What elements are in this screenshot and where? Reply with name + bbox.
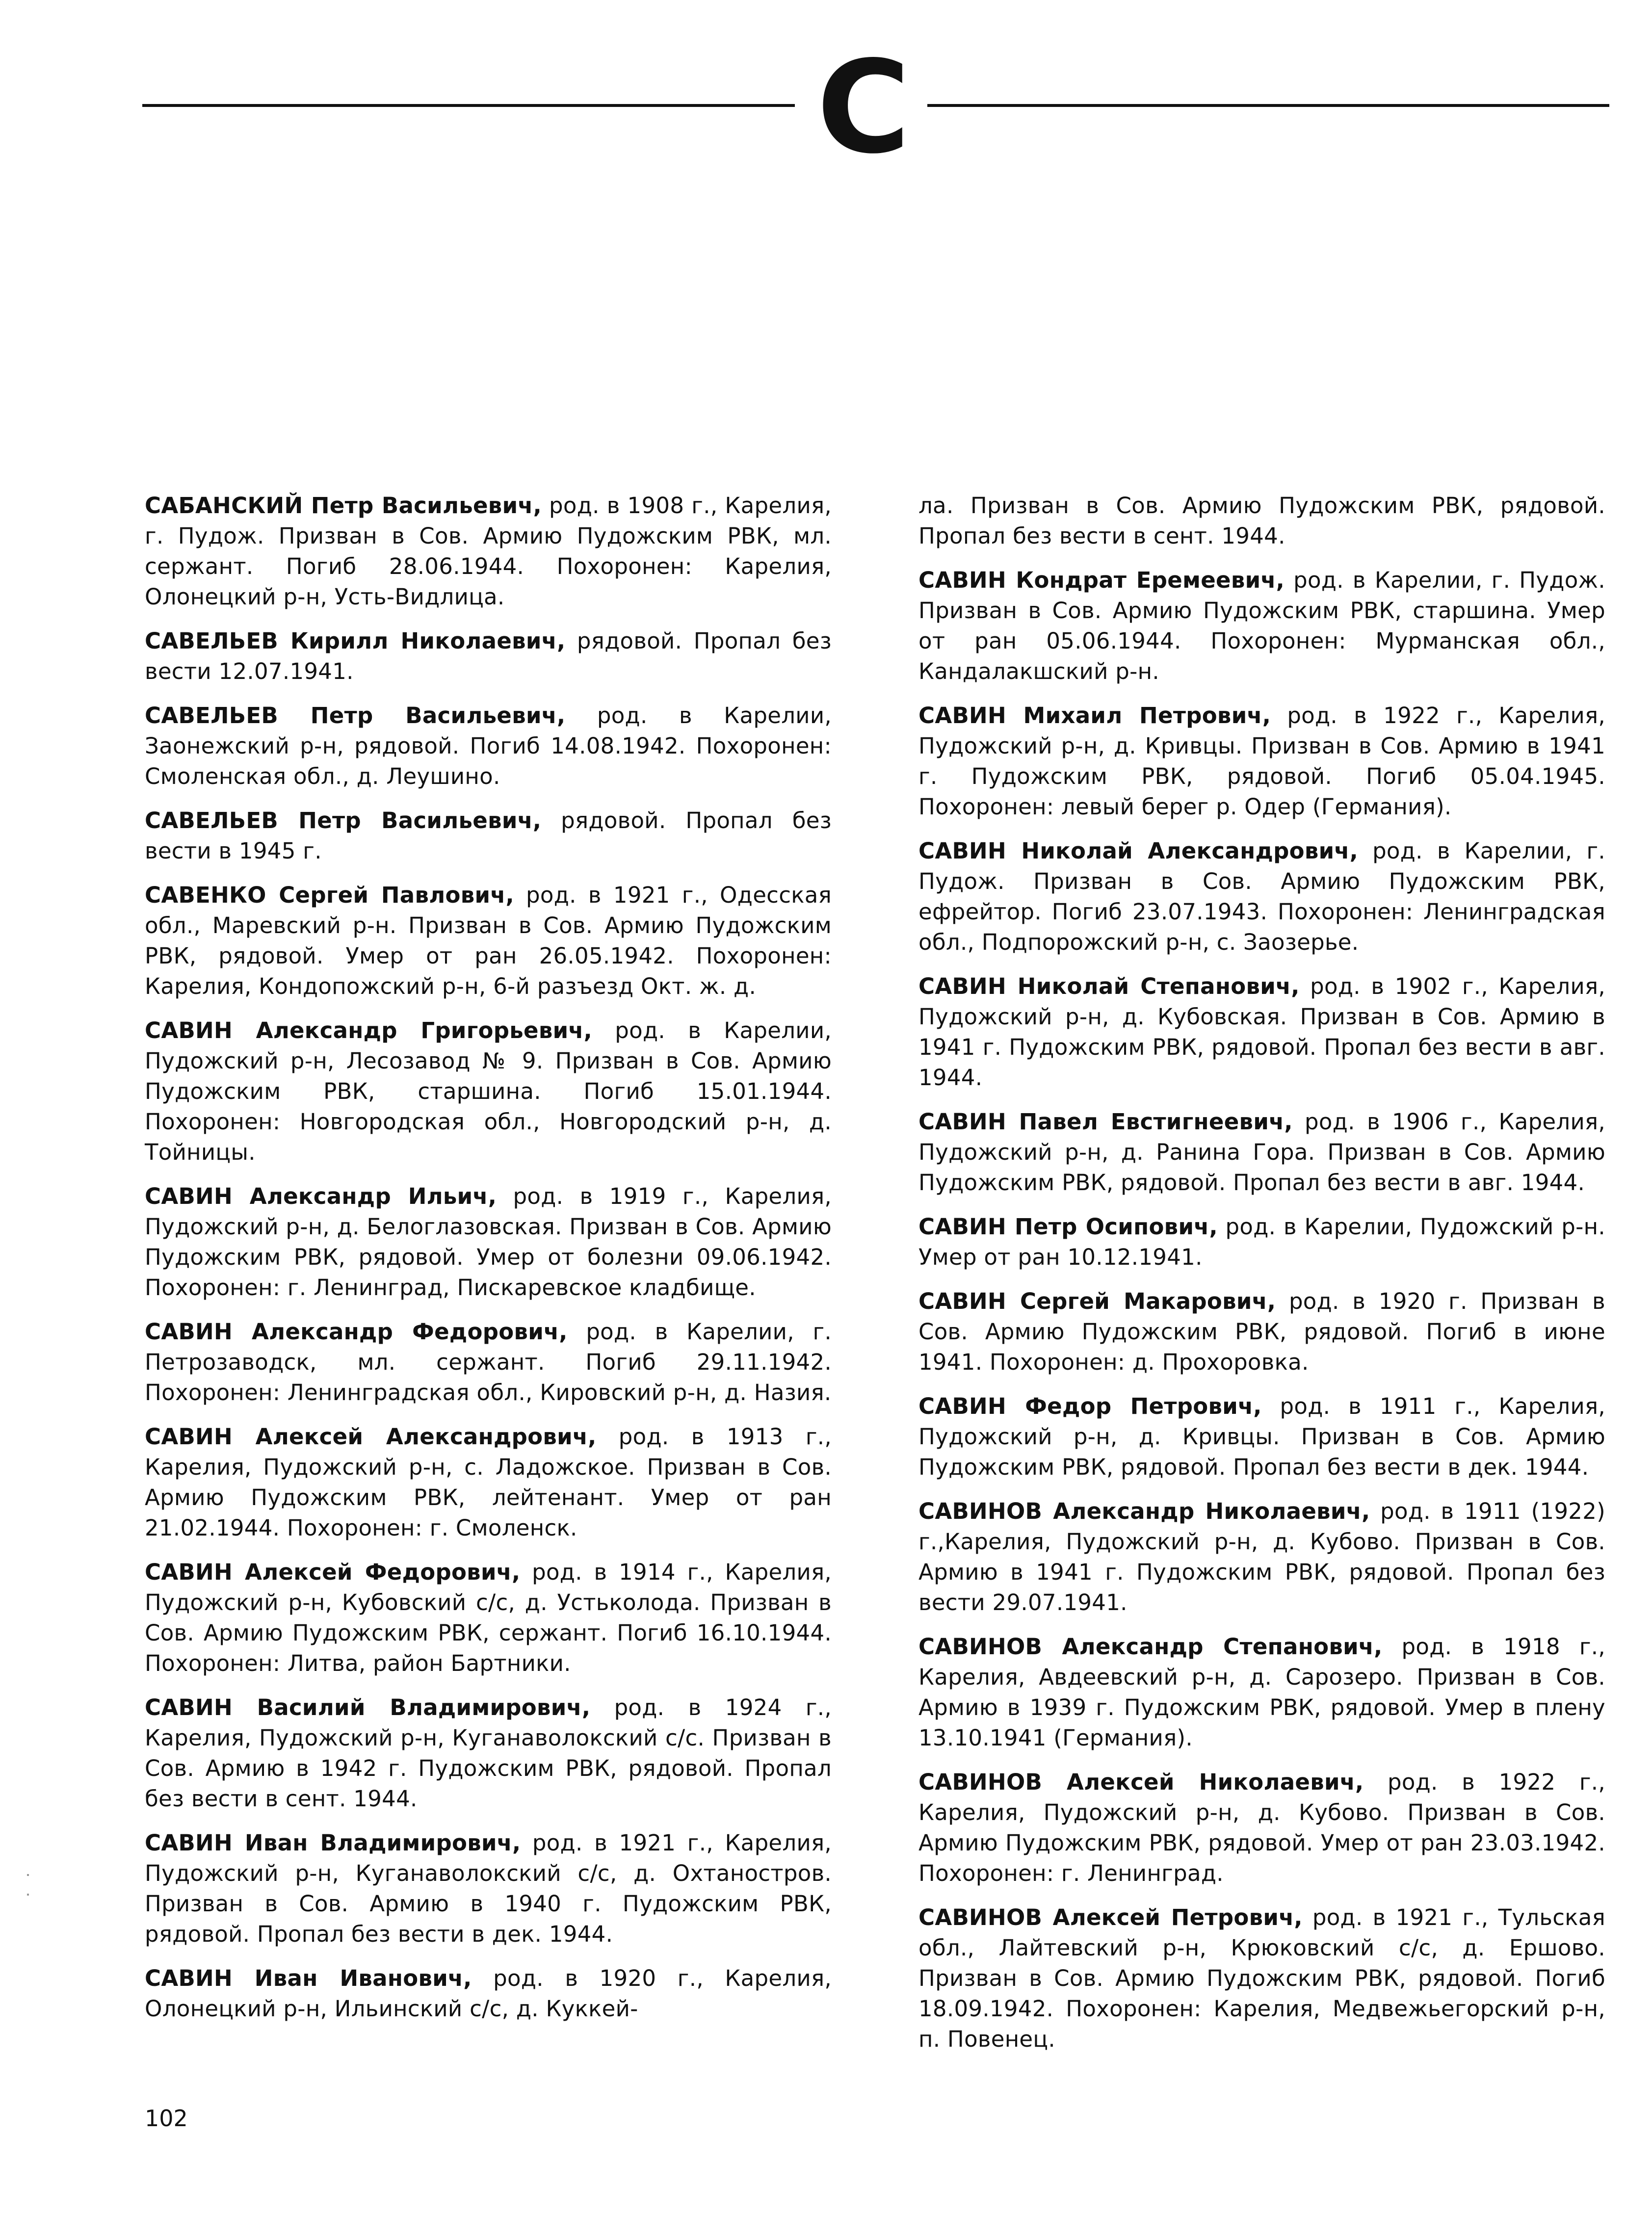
entry-continuation: ла. Призван в Сов. Армию Пудожским РВК, рядовой. Пропал без вести в сент. 1944. — [918, 493, 1605, 549]
section-letter: С — [816, 34, 911, 182]
entry-text: род. в Карелии, Заонежский р-н, рядовой. Погиб 14.08.1942. Похоронен: Смоленская обл., д. Леушино. — [145, 703, 832, 789]
entry-text: род. в 1920 г., Карелия, Олонецкий р-н, Ильинский с/с, д. Куккей- — [145, 1965, 832, 2022]
entry — [145, 491, 832, 612]
entry-text: род. в 1921 г., Тульская обл., Лайтевский р-н, Крюковский с/с, д. Ершово. Призван в Сов. Армию Пудожским РВК, рядовой. Погиб 18.09.1942. Похоронен: Карелия, Медвежьегорский р-н, п. Повенец. — [918, 1904, 1605, 2052]
entry-name: САВИН Василий Владимирович, — [145, 1694, 591, 1720]
entry — [918, 701, 1605, 822]
entry — [145, 1963, 832, 2024]
entry-name: САВИН Сергей Макарович, — [918, 1288, 1276, 1314]
entry-name: САВИН Алексей Федорович, — [145, 1559, 521, 1585]
entry — [145, 880, 832, 1002]
entry-name: САВИН Петр Осипович, — [918, 1214, 1218, 1240]
margin-mark — [27, 1894, 29, 1896]
entry-text: род. в 1920 г. Призван в Сов. Армию Пудожским РВК, рядовой. Погиб в июне 1941. Похоронен: д. Прохоровка. — [918, 1288, 1605, 1375]
entry-text: род. в 1921 г., Карелия, Пудожский р-н, Куганаволокский с/с, д. Охтаностров. Призван в Сов. Армию в 1940 г. Пудожским РВК, рядовой. Пропал без вести в дек. 1944. — [145, 1830, 832, 1947]
entry — [918, 1286, 1605, 1378]
entry-name: САВЕЛЬЕВ Кирилл Николаевич, — [145, 628, 566, 654]
entry-text: рядовой. Пропал без вести в 1945 г. — [145, 807, 832, 864]
entry — [145, 1317, 832, 1408]
entry — [918, 1107, 1605, 1198]
entry-text: род. в 1911 (1922) г.,Карелия, Пудожский р-н, д. Кубово. Призван в Сов. Армию в 1941 г. Пудожским РВК, рядовой. Пропал без вести 29.07.1941. — [918, 1498, 1605, 1615]
entry — [145, 1015, 832, 1168]
entry-name: САВИН Николай Александрович, — [918, 838, 1359, 864]
entry-name: САВИНОВ Александр Степанович, — [918, 1634, 1383, 1660]
entry — [145, 1692, 832, 1814]
entry-name: САБАНСКИЙ Петр Васильевич, — [145, 493, 542, 519]
entry — [918, 1767, 1605, 1889]
entry-text: род. в Карелии, Пудожский р-н. Умер от ран 10.12.1941. — [918, 1214, 1606, 1270]
entry — [918, 1632, 1605, 1753]
entry-text: род. в 1924 г., Карелия, Пудожский р-н, Куганаволокский с/с. Призван в Сов. Армию в 1942 г. Пудожским РВК, рядовой. Пропал без вести в сент. 1944. — [145, 1694, 832, 1812]
entry-text: род. в 1911 г., Карелия, Пудожский р-н, д. Кривцы. Призван в Сов. Армию Пудожским РВК, рядовой. Пропал без вести в дек. 1944. — [918, 1393, 1606, 1480]
entry — [145, 701, 832, 792]
entry-name: САВИН Иван Владимирович, — [145, 1830, 521, 1856]
left-column — [145, 491, 832, 2038]
entry — [145, 1828, 832, 1950]
entry-text: род. в Карелии, г. Пудож. Призван в Сов. Армию Пудожским РВК, старшина. Умер от ран 05.06.1944. Похоронен: Мурманская обл., Кандалакшский р-н. — [918, 567, 1606, 684]
entry-name: САВЕЛЬЕВ Петр Васильевич, — [145, 807, 542, 833]
entry — [918, 1902, 1605, 2055]
right-column — [918, 491, 1605, 2068]
entry-text: род. в 1921 г., Одесская обл., Маревский р-н. Призван в Сов. Армию Пудожским РВК, рядовой. Умер от ран 26.05.1942. Похоронен: Карелия, Кондопожский р-н, 6-й разъезд Окт. ж. д. — [145, 882, 832, 999]
entry-text: род. в 1919 г., Карелия, Пудожский р-н, д. Белоглазовская. Призван в Сов. Армию Пудожским РВК, рядовой. Умер от болезни 09.06.1942. Похоронен: г. Ленинград, Пискаревское кладбище. — [145, 1183, 832, 1301]
entry — [145, 1181, 832, 1303]
entry-name: САВИНОВ Алексей Николаевич, — [918, 1769, 1364, 1795]
entry-name: САВИН Александр Ильич, — [145, 1183, 497, 1209]
entry-text: род. в 1902 г., Карелия, Пудожский р-н, д. Кубовская. Призван в Сов. Армию в 1941 г. Пудожским РВК, рядовой. Пропал без вести в авг. 1944. — [918, 973, 1606, 1091]
entry-text: род. в 1913 г., Карелия, Пудожский р-н, с. Ладожское. Призван в Сов. Армию Пудожским РВК, лейтенант. Умер от ран 21.02.1944. Похоронен: г. Смоленск. — [145, 1424, 832, 1541]
entry-text: род. в 1908 г., Карелия, г. Пудож. Призван в Сов. Армию Пудожским РВК, мл. сержант. Погиб 28.06.1944. Похоронен: Карелия, Олонецкий р-н, Усть-Видлица. — [145, 493, 832, 610]
entry-text: рядовой. Пропал без вести 12.07.1941. — [145, 628, 832, 684]
entry-text: род. в 1922 г., Карелия, Пудожский р-н, д. Кривцы. Призван в Сов. Армию в 1941 г. Пудожским РВК, рядовой. Погиб 05.04.1945. Похоронен: левый берег р. Одер (Германия). — [918, 703, 1605, 820]
entry — [918, 565, 1605, 687]
entry — [918, 971, 1605, 1093]
page-number: 102 — [145, 2105, 188, 2132]
entry — [918, 836, 1605, 958]
entry-text: род. в 1922 г., Карелия, Пудожский р-н, д. Кубово. Призван в Сов. Армию Пудожским РВК, рядовой. Умер от ран 23.03.1942. Похоронен: г. Ленинград. — [918, 1769, 1605, 1886]
entry-text: род. в 1914 г., Карелия, Пудожский р-н, Кубовский с/с, д. Устьколода. Призван в Сов. Армию Пудожским РВК, сержант. Погиб 16.10.1944. Похоронен: Литва, район Бартники. — [145, 1559, 832, 1676]
entry-name: САВЕЛЬЕВ Петр Васильевич, — [145, 703, 566, 729]
entry-name: САВИНОВ Алексей Петрович, — [918, 1904, 1303, 1930]
entry-name: САВИН Алексей Александрович, — [145, 1424, 597, 1450]
entry — [145, 806, 832, 866]
entry — [145, 1557, 832, 1679]
entry — [918, 1496, 1605, 1618]
entry — [145, 626, 832, 687]
entry-text: род. в Карелии, г. Петрозаводск, мл. сержант. Погиб 29.11.1942. Похоронен: Ленинградская обл., Кировский р-н, д. Назия. — [145, 1319, 832, 1406]
entry-name: САВИН Александр Федорович, — [145, 1319, 568, 1345]
entry-text: род. в Карелии, Пудожский р-н, Лесозавод № 9. Призван в Сов. Армию Пудожским РВК, старшина. Погиб 15.01.1944. Похоронен: Новгородская обл., Новгородский р-н, д. Тойницы. — [145, 1017, 832, 1165]
entry — [918, 1212, 1605, 1273]
header-rule-right — [927, 104, 1609, 107]
section-header — [142, 34, 1609, 182]
entry-name: САВЕНКО Сергей Павлович, — [145, 882, 514, 908]
entry-name: САВИН Михаил Петрович, — [918, 703, 1271, 729]
entry-text: род. в Карелии, г. Пудож. Призван в Сов. Армию Пудожским РВК, ефрейтор. Погиб 23.07.1943. Похоронен: Ленинградская обл., Подпорожский р-н, с. Заозерье. — [918, 838, 1605, 955]
entry-name: САВИН Иван Иванович, — [145, 1965, 472, 1991]
entry — [918, 1391, 1605, 1483]
entry-text: род. в 1918 г., Карелия, Авдеевский р-н, д. Сарозеро. Призван в Сов. Армию в 1939 г. Пудожским РВК, рядовой. Умер в плену 13.10.1941 (Германия). — [918, 1634, 1605, 1751]
entry-name: САВИНОВ Александр Николаевич, — [918, 1498, 1370, 1524]
entry-name: САВИН Николай Степанович, — [918, 973, 1300, 999]
entry — [145, 1422, 832, 1543]
entry-name: САВИН Федор Петрович, — [918, 1393, 1262, 1419]
entry-name: САВИН Кондрат Еремеевич, — [918, 567, 1285, 593]
entry-name: САВИН Павел Евстигнеевич, — [918, 1109, 1293, 1135]
entry-text: род. в 1906 г., Карелия, Пудожский р-н, д. Ранина Гора. Призван в Сов. Армию Пудожским РВК, рядовой. Пропал без вести в авг. 1944. — [918, 1109, 1606, 1196]
entry-name: САВИН Александр Григорьевич, — [145, 1017, 593, 1043]
margin-mark — [27, 1874, 29, 1876]
header-rule-left — [142, 104, 795, 107]
